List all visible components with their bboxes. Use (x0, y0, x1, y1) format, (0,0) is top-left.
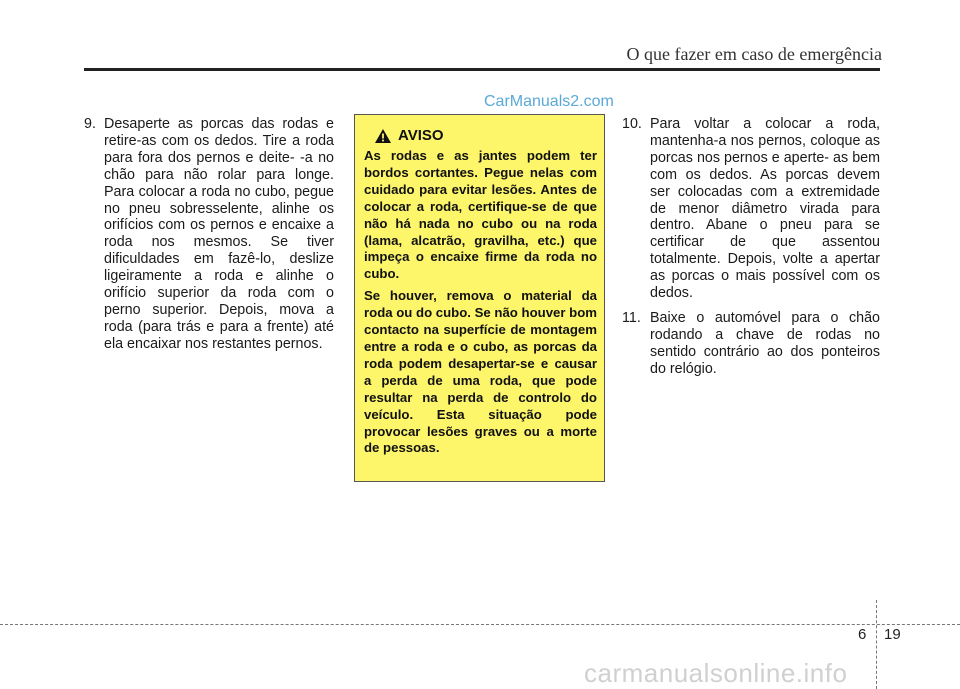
warning-triangle-icon (374, 128, 392, 144)
warning-paragraph: Se houver, remova o material da roda ou do cubo. Se não houver bom contacto na superfície de montagem entre a roda e o cubo, as porcas da roda podem desapertar-se e causar a perda de uma roda, que pode resultar na perda de controlo do veículo. Esta situação pode provocar lesões graves ou a morte de pessoas. (364, 288, 597, 456)
step-text: Baixe o automóvel para o chão rodando a chave de rodas no sentido contrário ao dos ponteiros do relógio. (650, 309, 880, 377)
section-title: O que fazer em caso de emergência (626, 44, 882, 64)
warning-box (354, 114, 605, 482)
step-item-10 (622, 116, 880, 302)
chapter-number: 6 (858, 626, 867, 643)
step-number: 10. (622, 116, 646, 132)
page-number: 19 (884, 626, 901, 643)
step-item-9 (84, 116, 334, 353)
left-column (84, 116, 334, 353)
watermark-bottom: carmanualsonline.info (584, 658, 848, 688)
step-item-11 (622, 310, 880, 378)
warning-title: AVISO (398, 127, 444, 144)
warning-header (374, 127, 597, 144)
step-text: Para voltar a colocar a roda, mantenha-a nos pernos, coloque as porcas nos pernos e aperte- as bem com os dedos. As porcas devem ser colocadas com a extremidade de menor diâmetro virada para dentro. Abane o pneu para se certificar de que assentou totalmente. Depois, volte a apertar as porcas o mais possível com os dedos. (650, 116, 880, 302)
step-number: 9. (84, 116, 100, 132)
header-rule (84, 68, 880, 71)
right-column (622, 116, 880, 386)
page-number-separator (876, 600, 877, 689)
footer-rule (0, 624, 960, 625)
watermark-top: CarManuals2.com (484, 93, 614, 110)
step-number: 11. (622, 309, 645, 326)
step-text: Desaperte as porcas das rodas e retire-as com os dedos. Tire a roda para fora dos pernos e deite- -a no chão para não rolar para longe. Para colocar a roda no cubo, pegue no pneu sobresselente, alinhe os orifícios com os pernos e encaixe a roda nos mesmos. Se tiver dificuldades em fazê-lo, deslize ligeiramente a roda e alinhe o orifício superior da roda com o perno superior. Depois, mova a roda (para trás e para a frente) até ela encaixar nos restantes pernos. (104, 116, 334, 352)
warning-paragraph: As rodas e as jantes podem ter bordos cortantes. Pegue nelas com cuidado para evitar lesões. Antes de colocar a roda, certifique-se de que não há nada no cubo ou na roda (lama, alcatrão, gravilha, etc.) que impeça o encaixe firme da roda no cubo. (364, 148, 597, 282)
